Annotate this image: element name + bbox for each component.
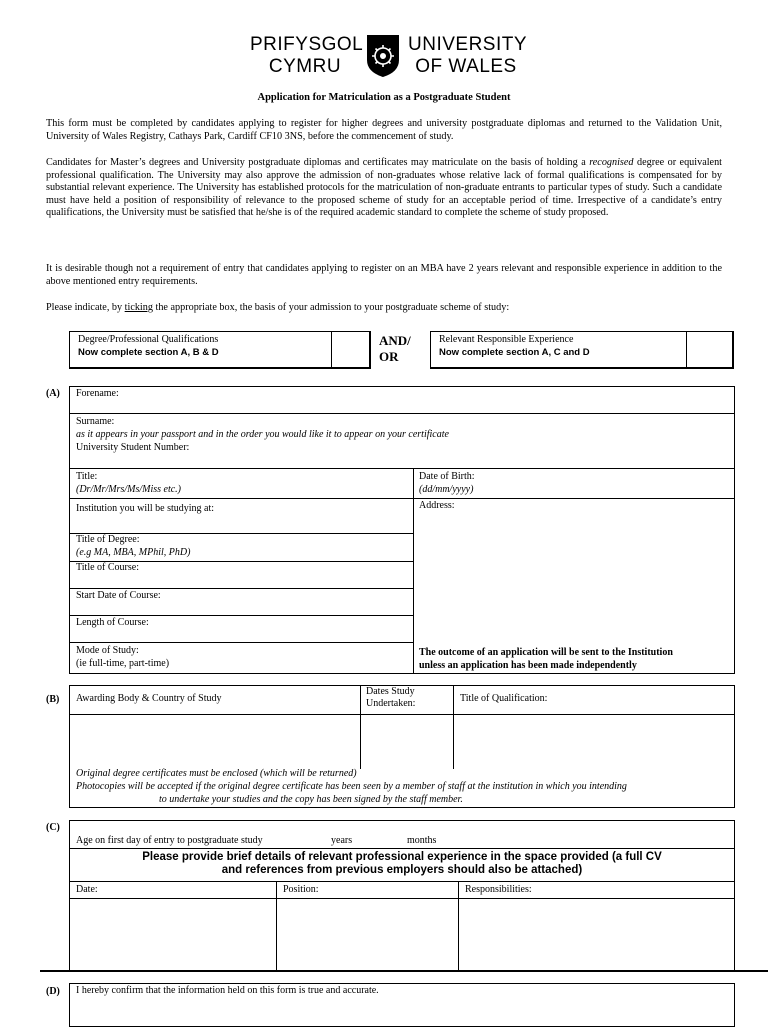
awarding-body-input[interactable] xyxy=(70,715,360,768)
awarding-body-header: Awarding Body & Country of Study xyxy=(76,693,222,704)
logo-english-line2: OF WALES xyxy=(415,56,517,77)
course-title-field[interactable]: Title of Course: xyxy=(76,562,139,573)
eligibility-paragraph: Candidates for Master’s degrees and University postgraduate diplomas and certificates may matriculate on the basis of holding a recognised degree or equivalent professional qualification. The University may also approve the admission of non-graduates whose relative lack of formal qualifications is compensated for by substantial relevant experience. The University has established protocols for the matriculation of non-graduate entrants to particular types of study. Such a candidate must have held a position of responsibility of relevance to the proposed scheme of study for an acceptable period of time. Irrespective of a candidate’s entry qualifications, the University must be satisfied that he/she is of the required academic standard to complete the scheme of study proposed. xyxy=(46,157,722,219)
title-note: (Dr/Mr/Mrs/Ms/Miss etc.) xyxy=(76,484,181,495)
logo-welsh-name xyxy=(250,34,364,78)
form-title: Application for Matriculation as a Postgraduate Student xyxy=(257,92,511,103)
degree-route-checkbox[interactable] xyxy=(331,332,369,367)
qualification-title-input[interactable] xyxy=(454,715,734,768)
experience-route-subtitle: Now complete section A, C and D xyxy=(439,347,590,358)
confirmation-statement: I hereby confirm that the information held on this form is true and accurate. xyxy=(76,985,379,996)
certificate-note-1: Original degree certificates must be enclosed (which will be returned) xyxy=(76,768,357,779)
degree-route-subtitle: Now complete section A, B & D xyxy=(78,347,219,358)
degree-route-title: Degree/Professional Qualifications xyxy=(78,334,219,345)
logo-english-line1: UNIVERSITY xyxy=(408,34,528,55)
forename-field[interactable]: Forename: xyxy=(76,388,119,399)
mode-of-study-field[interactable]: Mode of Study: xyxy=(76,645,139,656)
recognised-emphasis: recognised xyxy=(589,157,634,168)
certificate-note-2: Photocopies will be accepted if the original degree certificate has been seen by a member of staff at the institution in which you intending xyxy=(76,781,627,792)
university-crest-icon xyxy=(366,34,400,78)
logo-welsh-line1: PRIFYSGOL xyxy=(250,34,364,55)
dates-study-input[interactable] xyxy=(361,715,453,768)
experience-date-input[interactable] xyxy=(70,899,276,971)
qualification-title-header: Title of Qualification: xyxy=(460,693,548,704)
mode-of-study-note: (ie full-time, part-time) xyxy=(76,658,170,669)
tick-instruction: Please indicate, by ticking the appropriate box, the basis of your admission to your postgraduate scheme of study: xyxy=(46,302,510,313)
logo-english-name xyxy=(408,34,528,78)
section-b-label: (B) xyxy=(46,694,60,705)
degree-route-box xyxy=(69,331,371,369)
degree-title-note: (e.g MA, MBA, MPhil, PhD) xyxy=(76,547,191,558)
position-column-header: Position: xyxy=(283,884,319,895)
dates-study-header: Dates Study Undertaken: xyxy=(366,686,416,709)
date-of-birth-note: (dd/mm/yyyy) xyxy=(419,484,474,495)
ticking-underline: ticking xyxy=(124,302,153,313)
certificate-note-3: to undertake your studies and the copy has been signed by the staff member. xyxy=(159,794,463,805)
mba-paragraph: It is desirable though not a requirement of entry that candidates applying to register on an MBA have 2 years relevant and responsible experience in addition to the above mentioned entry requirements. xyxy=(46,263,722,287)
title-field[interactable]: Title: xyxy=(76,471,98,482)
date-of-birth-field[interactable]: Date of Birth: xyxy=(419,471,475,482)
experience-route-title: Relevant Responsible Experience xyxy=(439,334,574,345)
section-c-label: (C) xyxy=(46,822,60,833)
outcome-notice-line2: unless an application has been made independently xyxy=(419,660,637,671)
outcome-notice-line1: The outcome of an application will be sent to the Institution xyxy=(419,647,673,658)
experience-responsibilities-input[interactable] xyxy=(459,899,734,971)
months-label: months xyxy=(407,835,437,846)
course-length-field[interactable]: Length of Course: xyxy=(76,617,149,628)
experience-instruction: Please provide brief details of relevant professional experience in the space provided (a full CV and references from previous employers should also be attached) xyxy=(142,851,662,876)
years-label: years xyxy=(331,835,353,846)
intro-paragraph: This form must be completed by candidates applying to register for higher degrees and university postgraduate diplomas and returned to the Validation Unit, University of Wales Registry, Cathays Park, Cardiff CF10 3NS, before the commencement of study. xyxy=(46,118,722,142)
and-or-label: AND/ OR xyxy=(379,333,411,364)
start-date-field[interactable]: Start Date of Course: xyxy=(76,590,161,601)
student-number-field[interactable]: University Student Number: xyxy=(76,442,190,453)
date-column-header: Date: xyxy=(76,884,98,895)
responsibilities-column-header: Responsibilities: xyxy=(465,884,532,895)
section-d-label: (D) xyxy=(46,986,60,997)
section-a-label: (A) xyxy=(46,388,60,399)
section-divider xyxy=(40,970,768,972)
surname-field[interactable]: Surname: xyxy=(76,416,115,427)
surname-note: as it appears in your passport and in the order you would like it to appear on your certificate xyxy=(76,429,449,440)
institution-field[interactable]: Institution you will be studying at: xyxy=(76,503,215,514)
address-field[interactable]: Address: xyxy=(419,500,455,511)
experience-position-input[interactable] xyxy=(277,899,458,971)
logo-welsh-line2: CYMRU xyxy=(268,56,342,77)
degree-title-field[interactable]: Title of Degree: xyxy=(76,534,140,545)
age-field[interactable]: Age on first day of entry to postgraduate study xyxy=(76,835,263,846)
experience-route-checkbox[interactable] xyxy=(686,332,732,367)
